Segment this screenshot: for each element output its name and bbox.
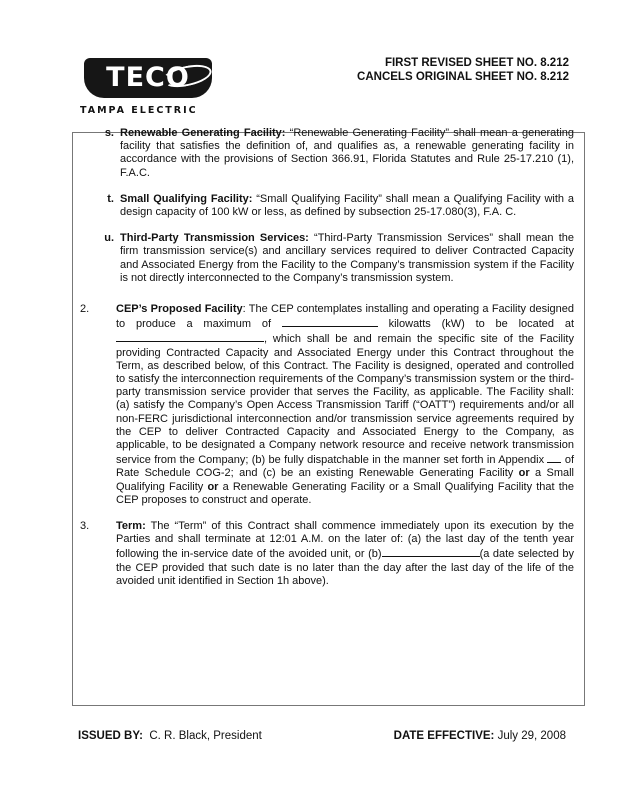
logo-text: TECO — [106, 62, 190, 93]
subsection-text — [120, 127, 574, 180]
subsection-t — [80, 193, 574, 219]
capacity-blank[interactable] — [282, 316, 378, 327]
logo-mark — [84, 58, 212, 98]
company-logo — [80, 58, 220, 116]
or-conjunction: or — [207, 480, 219, 493]
definition-text: “Renewable Generating Facility” shall mean a generating facility that satisfies the definition of, and qualifies as, a renewable generating facility in accordance with the provisions of Section 366.91, Florida Statutes and Rule 25-17.210 (1), F.A.C. — [120, 127, 574, 179]
definition-text: “Third-Party Transmission Services” shall mean the firm transmission service(s) and ancillary services required to deliver Contracted Capacity and Associated Energy from the Facility to the Company’s transmission system if the Facility is not directly interconnected to the Company’s transmission system. — [120, 232, 574, 284]
subsection-letter: u. — [104, 232, 114, 245]
date-effective — [394, 730, 566, 742]
section-3 — [80, 520, 574, 588]
subsection-u — [80, 232, 574, 285]
subsection-s — [80, 127, 574, 180]
sheet-identifier — [357, 56, 569, 84]
issued-by — [78, 730, 262, 742]
sheet-line-1: FIRST REVISED SHEET NO. 8.212 — [384, 57, 569, 69]
subsection-letter: t. — [107, 192, 114, 205]
date-blank[interactable] — [382, 546, 480, 557]
section-text-part: a Small Qualifying Facility — [116, 467, 574, 493]
section-text-part: (a date selected by the CEP provided that such date is no later than the day after the last day of the life of the avoided unit identified in Section 1h above). — [116, 548, 574, 587]
section-text-part: of Rate Schedule COG-2; and (c) be an existing Renewable Generating Facility — [116, 454, 574, 480]
section-text-part: a Renewable Generating Facility or a Small Qualifying Facility that the CEP proposes to construct and operate. — [116, 480, 574, 506]
defined-term: Third-Party Transmission Services: — [120, 232, 309, 245]
issued-by-value: C. R. Black, President — [149, 730, 262, 742]
date-effective-value: July 29, 2008 — [497, 730, 566, 742]
section-text-part: kilowatts (kW) to be located at — [377, 318, 574, 331]
section-text — [116, 520, 574, 588]
section-text — [116, 303, 574, 507]
definition-text: “Small Qualifying Facility” shall mean a Qualifying Facility with a design capacity of 100 kW or less, as defined by subsection 25-17.080(3), F.A. C. — [120, 192, 574, 219]
section-number: 2. — [80, 303, 90, 316]
section-text-part: : The CEP contemplates installing and operating a Facility designed to produce a maximum of — [116, 303, 574, 331]
document-body — [80, 127, 574, 601]
location-blank[interactable] — [116, 331, 264, 342]
defined-term: Renewable Generating Facility: — [120, 127, 286, 139]
section-2 — [80, 303, 574, 507]
section-heading: Term: — [116, 520, 146, 533]
logo-subtitle: TAMPA ELECTRIC — [80, 105, 198, 116]
section-text-part: The “Term” of this Contract shall commence immediately upon its execution by the Parties and shall terminate at 12:01 A.M. on the later of: (a) the last day of the tenth year following the in-service date of the avoided unit, or (b) — [116, 520, 574, 561]
or-conjunction: or — [518, 467, 530, 480]
subsection-letter: s. — [104, 127, 114, 139]
page-footer — [78, 730, 566, 742]
appendix-blank[interactable] — [547, 452, 561, 463]
subsection-text — [120, 193, 574, 219]
section-number: 3. — [80, 520, 90, 533]
date-effective-label: DATE EFFECTIVE: — [393, 730, 495, 742]
sheet-line-2: CANCELS ORIGINAL SHEET NO. 8.212 — [357, 71, 569, 83]
section-text-part: , which shall be and remain the specific site of the Facility providing Contracted Capacity and Associated Energy under this Contract throughout the Term, as described below, of this Contract. The Facility is designed, operated and controlled to satisfy the interconnection requirements of the Company’s transmission system or the third-party transmission service provider that serves the Facility, as applicable. The Facility shall: (a) satisfy the Company’s Open Access Transmission Tariff (“OATT”) requirements and/or all non-FERC jurisdictional interconnection and/or transmission service agreements required by the CEP to deliver Contracted Capacity and Associated Energy to the Company, as applicable, to be designated a Company network resource and receive network transmission service from the Company; (b) be fully dispatchable in the manner set forth in Appendix — [116, 333, 574, 467]
subsection-text — [120, 232, 574, 285]
issued-by-label: ISSUED BY: — [78, 730, 143, 742]
section-heading: CEP’s Proposed Facility — [116, 303, 243, 316]
defined-term: Small Qualifying Facility: — [120, 192, 253, 205]
